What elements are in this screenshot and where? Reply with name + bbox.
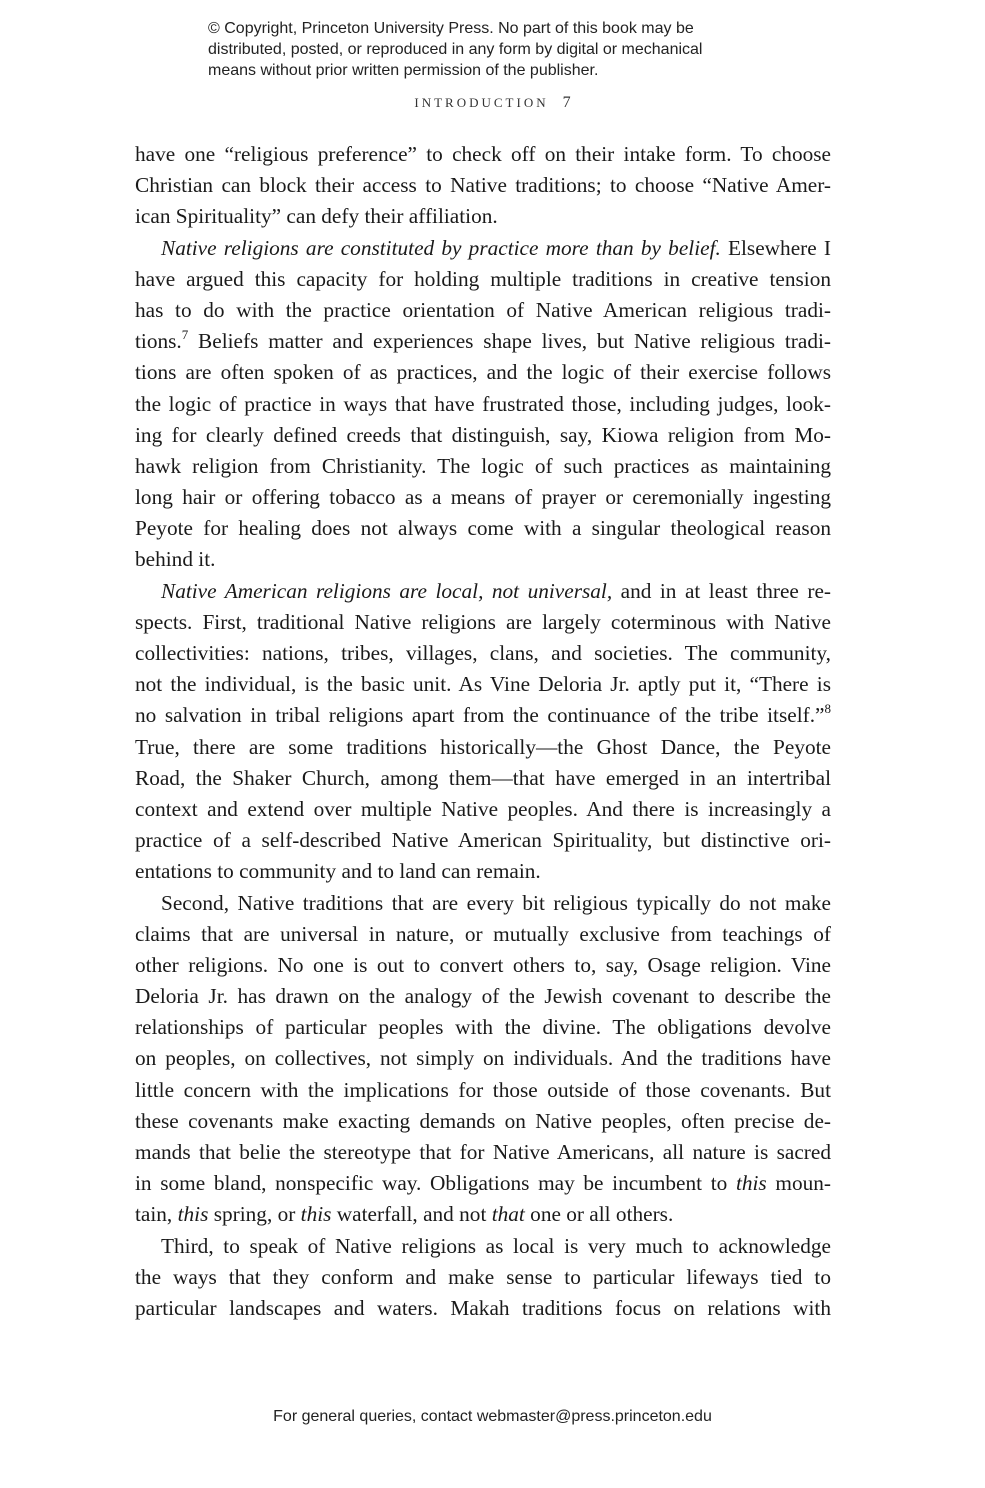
footnote-marker: 8 — [824, 701, 831, 717]
text-line: mands that belie the stereotype that for Native Americans, all nature is sacred — [135, 1140, 831, 1164]
text-line: on peoples, on collectives, not simply on individuals. And the traditions have — [135, 1046, 831, 1071]
text-run: tain, — [135, 1202, 178, 1227]
text-line — [135, 326, 831, 357]
text-line: hawk religion from Christianity. The logic of such practices as maintaining — [135, 453, 831, 478]
italic-word: that — [491, 1202, 525, 1227]
text-line: Third, to speak of Native religions as local is very much to acknowledge — [161, 1233, 831, 1258]
text-line: ican Spirituality” can defy their affiliation. — [135, 204, 498, 229]
italic-phrase: Native American religions are local, not universal, — [161, 578, 613, 603]
text-line: the ways that they conform and make sense to particular lifeways tied to — [135, 1264, 831, 1289]
italic-phrase: Native religions are constituted by practice more than by belief. — [161, 235, 721, 260]
text-line — [135, 576, 831, 607]
text-run: and in at least three re- — [612, 578, 832, 603]
text-line: Road, the Shaker Church, among them—that have emerged in an intertribal — [135, 765, 831, 790]
page-number: 7 — [562, 94, 571, 111]
text-line — [135, 700, 831, 731]
text-line: practice of a self-described Native American Spirituality, but distinctive ori- — [135, 828, 831, 853]
text-line: not the individual, is the basic unit. As Vine Deloria Jr. aptly put it, “There is — [135, 672, 831, 697]
text-line: the logic of practice in ways that have frustrated those, including judges, look- — [135, 391, 831, 416]
text-line: other religions. No one is out to convert others to, say, Osage religion. Vine — [135, 952, 831, 977]
text-run: no salvation in tribal religions apart from the continuance of the tribe itself.” — [135, 703, 825, 728]
text-line: Second, Native traditions that are every bit religious typically do not make — [161, 890, 831, 915]
text-line: have argued this capacity for holding multiple traditions in creative tension — [135, 266, 831, 291]
text-run: moun- — [766, 1171, 831, 1196]
italic-word: this — [177, 1202, 209, 1227]
text-line: have one “religious preference” to check off on their intake form. To choose — [135, 142, 831, 166]
body-text — [135, 139, 831, 1324]
text-run: spring, or — [208, 1202, 301, 1227]
text-run: one or all others. — [524, 1202, 674, 1227]
text-line: has to do with the practice orientation of Native American religious tradi- — [135, 297, 831, 322]
text-line — [135, 233, 831, 264]
text-line: Christian can block their access to Native traditions; to choose “Native Amer- — [135, 173, 831, 198]
text-line: these covenants make exacting demands on Native peoples, often precise de- — [135, 1108, 831, 1133]
text-line — [135, 1168, 831, 1199]
text-line: entations to community and to land can remain. — [135, 859, 541, 884]
italic-word: this — [735, 1171, 767, 1196]
text-run: tions. — [135, 329, 182, 354]
italic-word: this — [300, 1202, 332, 1227]
text-line: Peyote for healing does not always come with a singular theological reason — [135, 516, 831, 541]
text-line: True, there are some traditions historically—the Ghost Dance, the Peyote — [135, 734, 831, 759]
text-line: particular landscapes and waters. Makah traditions focus on relations with — [135, 1295, 831, 1320]
text-line: behind it. — [135, 547, 216, 572]
text-run: waterfall, and not — [331, 1202, 492, 1227]
text-line: ing for clearly defined creeds that distinguish, say, Kiowa religion from Mo- — [135, 422, 831, 447]
text-line: little concern with the implications for those outside of those covenants. But — [135, 1077, 831, 1102]
copyright-line: © Copyright, Princeton University Press. No part of this book may be — [208, 20, 694, 37]
copyright-notice — [208, 18, 828, 81]
text-line: tions are often spoken of as practices, and the logic of their exercise follows — [135, 360, 831, 385]
text-run: Elsewhere I — [720, 235, 831, 260]
text-line: context and extend over multiple Native peoples. And there is increasingly a — [135, 796, 831, 821]
text-run: Beliefs matter and experiences shape lives, but Native religious tradi- — [188, 329, 831, 354]
copyright-line: means without prior written permission of the publisher. — [208, 62, 599, 79]
running-head — [0, 94, 985, 112]
chapter-title: INTRODUCTION — [414, 95, 549, 110]
copyright-line: distributed, posted, or reproduced in any form by digital or mechanical — [208, 41, 703, 58]
text-line: relationships of particular peoples with the divine. The obligations devolve — [135, 1015, 831, 1040]
text-line: long hair or offering tobacco as a means of prayer or ceremonially ingesting — [135, 485, 831, 510]
text-line — [135, 1199, 831, 1230]
text-line: Deloria Jr. has drawn on the analogy of the Jewish covenant to describe the — [135, 984, 831, 1009]
text-line: collectivities: nations, tribes, villages, clans, and societies. The community, — [135, 641, 831, 665]
text-run: in some bland, nonspecific way. Obligations may be incumbent to — [135, 1171, 736, 1196]
footer-contact: For general queries, contact webmaster@press.princeton.edu — [273, 1408, 712, 1425]
footnote-marker: 7 — [181, 327, 189, 343]
text-line: claims that are universal in nature, or mutually exclusive from teachings of — [135, 921, 831, 946]
text-line: spects. First, traditional Native religions are largely coterminous with Native — [135, 609, 831, 634]
